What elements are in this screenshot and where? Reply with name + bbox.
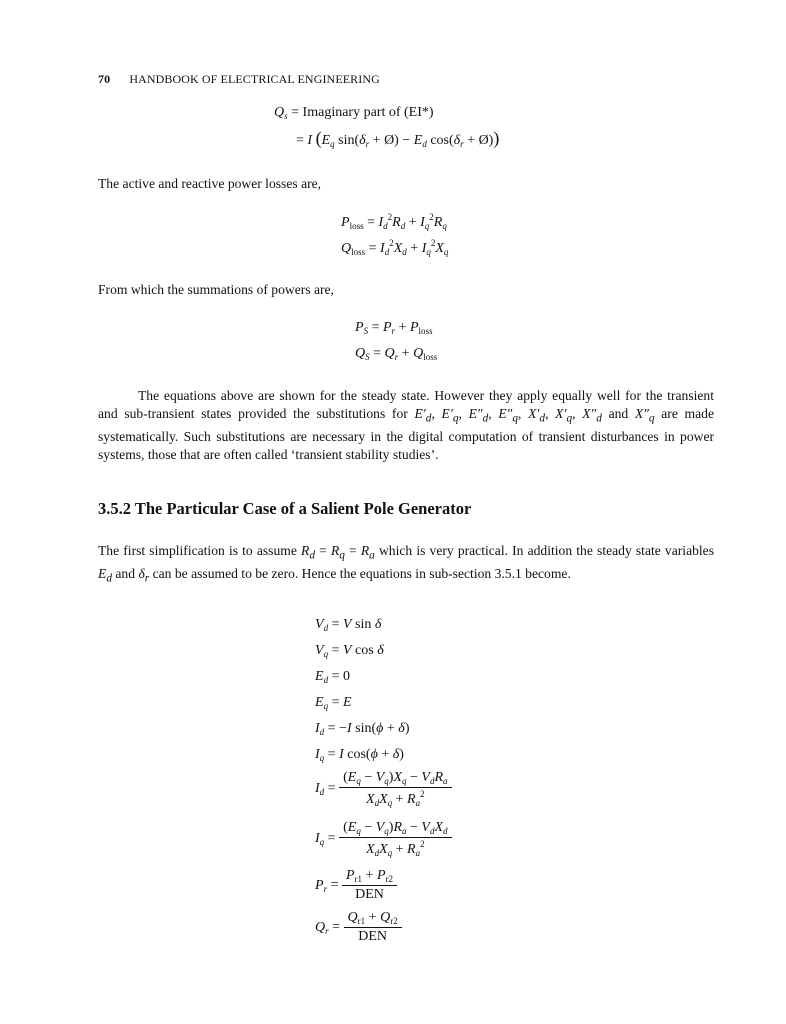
and-word: and <box>608 406 629 421</box>
salient-text-1: The first simplification is to assume <box>98 543 297 558</box>
steady-state-text-a: The equations above are shown for the steady state. However they apply equally well for the transient and sub-transient states provided the substitutions for <box>98 388 714 421</box>
fraction: $\frac{P_{r1} + P_{r2}}{\text{DEN}}$ <box>342 868 397 903</box>
eq-ed: $E_d = 0$ <box>315 669 350 685</box>
running-title: HANDBOOK OF ELECTRICAL ENGINEERING <box>129 72 380 86</box>
eq-qs-line1-rhs: Imaginary part of (EI*) <box>302 105 434 120</box>
fraction: $\frac{Q_{r1} + Q_{r2}}{\text{DEN}}$ <box>344 910 402 945</box>
eq-iq-frac: $I_q$ = $\frac{(E_q - V_q)R_a - V_dX_d}{X_dX_q + R_a^2}$ <box>315 820 452 858</box>
fraction: $\frac{(E_q - V_q)R_a - V_dX_d}{X_dX_q + R_a^2}$ <box>339 820 451 858</box>
section-heading: 3.5.2 The Particular Case of a Salient Pole Generator <box>98 499 472 518</box>
sums-intro: From which the summations of powers are, <box>98 282 334 297</box>
steady-state-paragraph: The equations above are shown for the steady state. However they apply equally well for the transient and sub-transient states provided the substitutions for $E'_d$, $E'_q$, $E''_d$, $E''_q$, $X'_d$, $X'_q$, $X''_d$ and $X''_q$ are made systematically. Such substitutions are necessary in the digital computation of transient disturbances in power systems, those that are often called ‘transient stability studies’. <box>98 388 715 462</box>
page-number: 70 <box>98 72 111 86</box>
running-header <box>98 72 380 87</box>
den-label: DEN <box>355 887 384 902</box>
eq-eq: $E_q = E$ <box>315 695 352 711</box>
salient-text-2: which is very practical. In addition the steady state variables <box>378 543 714 558</box>
eq-qs-line2: = I ($E_q$ $\sin(\delta_r$ + Ø) − $E_d$ $\cos(\delta_r$ + Ø)) <box>296 128 500 149</box>
salient-text-4: can be assumed to be zero. Hence the equations in sub-section 3.5.1 become. <box>152 565 571 581</box>
eq-qr: $Q_r$ = $\frac{Q_{r1} + Q_{r2}}{\text{DEN}}$ <box>315 910 402 945</box>
fraction: $\frac{(E_q - V_q)X_q - V_dR_a}{X_dX_q + R_a^2}$ <box>339 770 451 808</box>
eq-qs: $Q_S = Q_r + Q_{loss}$ <box>355 346 438 362</box>
eq-iq: $I_q = I$ cos(ϕ + δ) <box>315 747 404 763</box>
salient-text-3: and <box>115 565 136 581</box>
eq-vd: $V_d = V$ sin δ <box>315 617 382 633</box>
steady-state-text-b: are made systematically. Such substitutions are necessary in the digital computation of transient disturbances in power systems, those that are often called ‘transient stability studies’. <box>98 406 715 462</box>
eq-qs-line1: $Q_s$ = Imaginary part of (EI*) <box>274 105 434 121</box>
eq-id-frac: $I_d$ = $\frac{(E_q - V_q)X_q - V_dR_a}{X_dX_q + R_a^2}$ <box>315 770 452 808</box>
eq-id: $I_d = -I$ sin(ϕ + δ) <box>315 721 410 737</box>
eq-qloss: $Q_{loss} = I_d^2X_d + I_q^2X_q$ <box>341 238 449 257</box>
eq-vq: $V_q = V$ cos δ <box>315 643 384 659</box>
den-label: DEN <box>358 929 388 944</box>
eq-ps: $P_S = P_r + P_{loss}$ <box>355 320 433 336</box>
eq-ploss: $P_{loss} = I_d^2R_d + I_q^2R_q$ <box>341 212 447 231</box>
salient-paragraph: The first simplification is to assume $R_d = R_q = R_a$ which is very practical. In addition the steady state variables $E_d$ and $\delta_r$ can be assumed to be zero. Hence the equations in sub-section 3.5.1 become. <box>98 543 714 585</box>
losses-intro: The active and reactive power losses are, <box>98 176 322 191</box>
eq-pr: $P_r$ = $\frac{P_{r1} + P_{r2}}{\text{DEN}}$ <box>315 868 397 903</box>
